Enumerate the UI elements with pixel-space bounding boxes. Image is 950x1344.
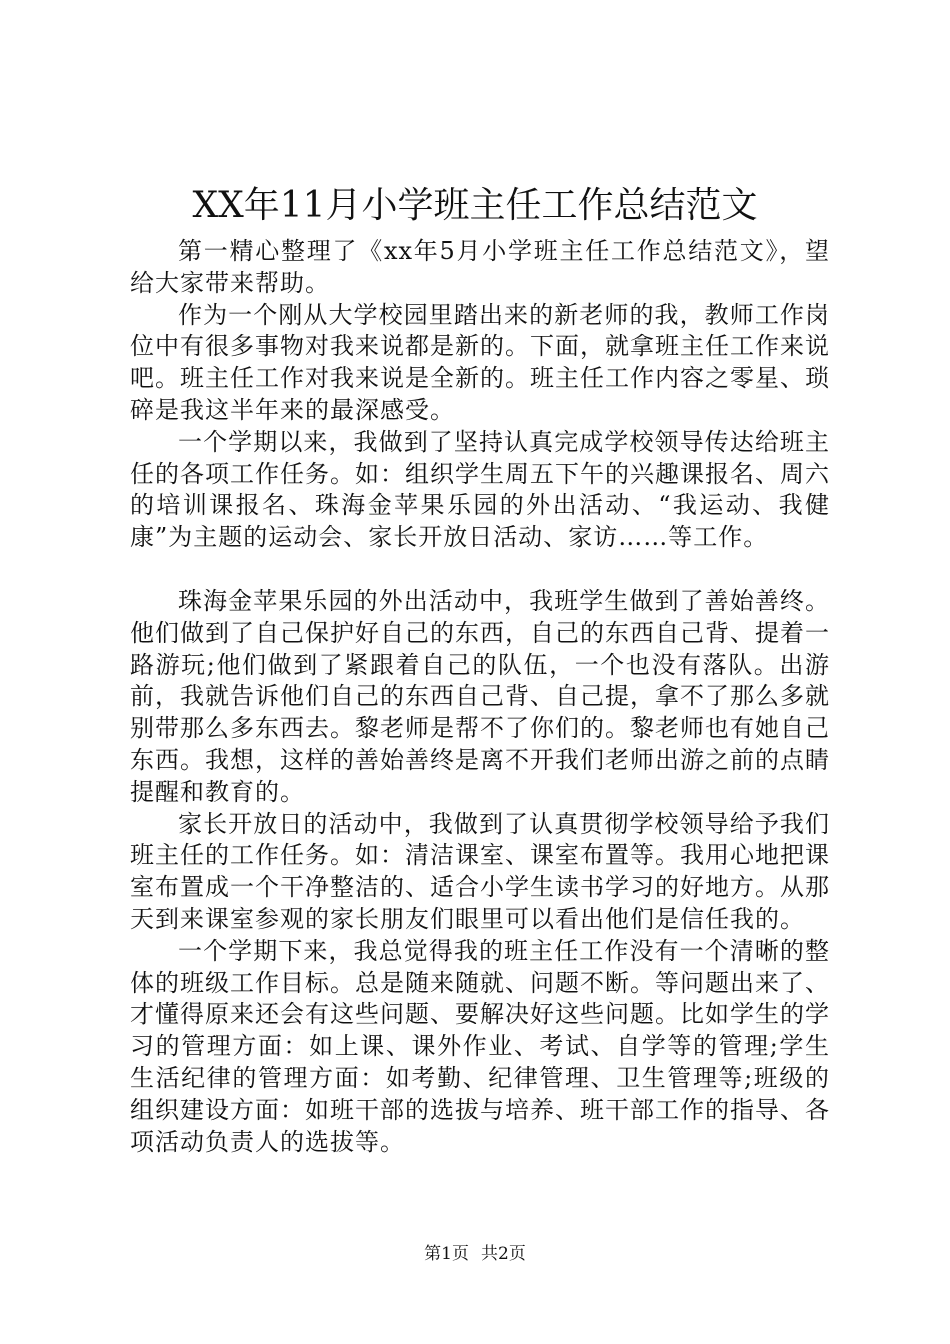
page-total: 共2页 (481, 1244, 526, 1264)
paragraph-gap (130, 554, 830, 586)
paragraph-new-teacher: 作为一个刚从大学校园里踏出来的新老师的我，教师工作岗位中有很多事物对我来说都是新的。下面，就拿班主任工作来说吧。班主任工作对我来说是全新的。班主任工作内容之零星、琐碎是我这半年来的最深感受。 (130, 300, 830, 424)
document-title: XX年11月小学班主任工作总结范文 (192, 185, 758, 226)
document-body (130, 236, 830, 1158)
paragraph-open-day: 家长开放日的活动中，我做到了认真贯彻学校领导给予我们班主任的工作任务。如：清洁课室、课室布置等。我用心地把课室布置成一个干净整洁的、适合小学生读书学习的好地方。从那天到来课室参观的家长朋友们眼里可以看出他们是信任我的。 (130, 809, 830, 933)
paragraph-reflection: 一个学期下来，我总觉得我的班主任工作没有一个清晰的整体的班级工作目标。总是随来随就、问题不断。等问题出来了、才懂得原来还会有这些问题、要解决好这些问题。比如学生的学习的管理方面：如上课、课外作业、考试、自学等的管理;学生生活纪律的管理方面：如考勤、纪律管理、卫生管理等;班级的组织建设方面：如班干部的选拔与培养、班干部工作的指导、各项活动负责人的选拔等。 (130, 936, 830, 1156)
paragraph-outing: 珠海金苹果乐园的外出活动中，我班学生做到了善始善终。他们做到了自己保护好自己的东西，自己的东西自己背、提着一路游玩;他们做到了紧跟着自己的队伍，一个也没有落队。出游前，我就告诉他们自己的东西自己背、自己提，拿不了那么多就别带那么多东西去。黎老师是帮不了你们的。黎老师也有她自己东西。我想，这样的善始善终是离不开我们老师出游之前的点睛提醒和教育的。 (130, 586, 830, 806)
page-number: 第1页 (424, 1244, 469, 1264)
paragraph-intro: 第一精心整理了《xx年5月小学班主任工作总结范文》，望给大家带来帮助。 (130, 237, 830, 297)
paragraph-tasks: 一个学期以来，我做到了坚持认真完成学校领导传达给班主任的各项工作任务。如：组织学生周五下午的兴趣课报名、周六的培训课报名、珠海金苹果乐园的外出活动、“我运动、我健康”为主题的运动会、家长开放日活动、家访……等工作。 (130, 427, 830, 552)
page-footer (0, 1242, 950, 1266)
